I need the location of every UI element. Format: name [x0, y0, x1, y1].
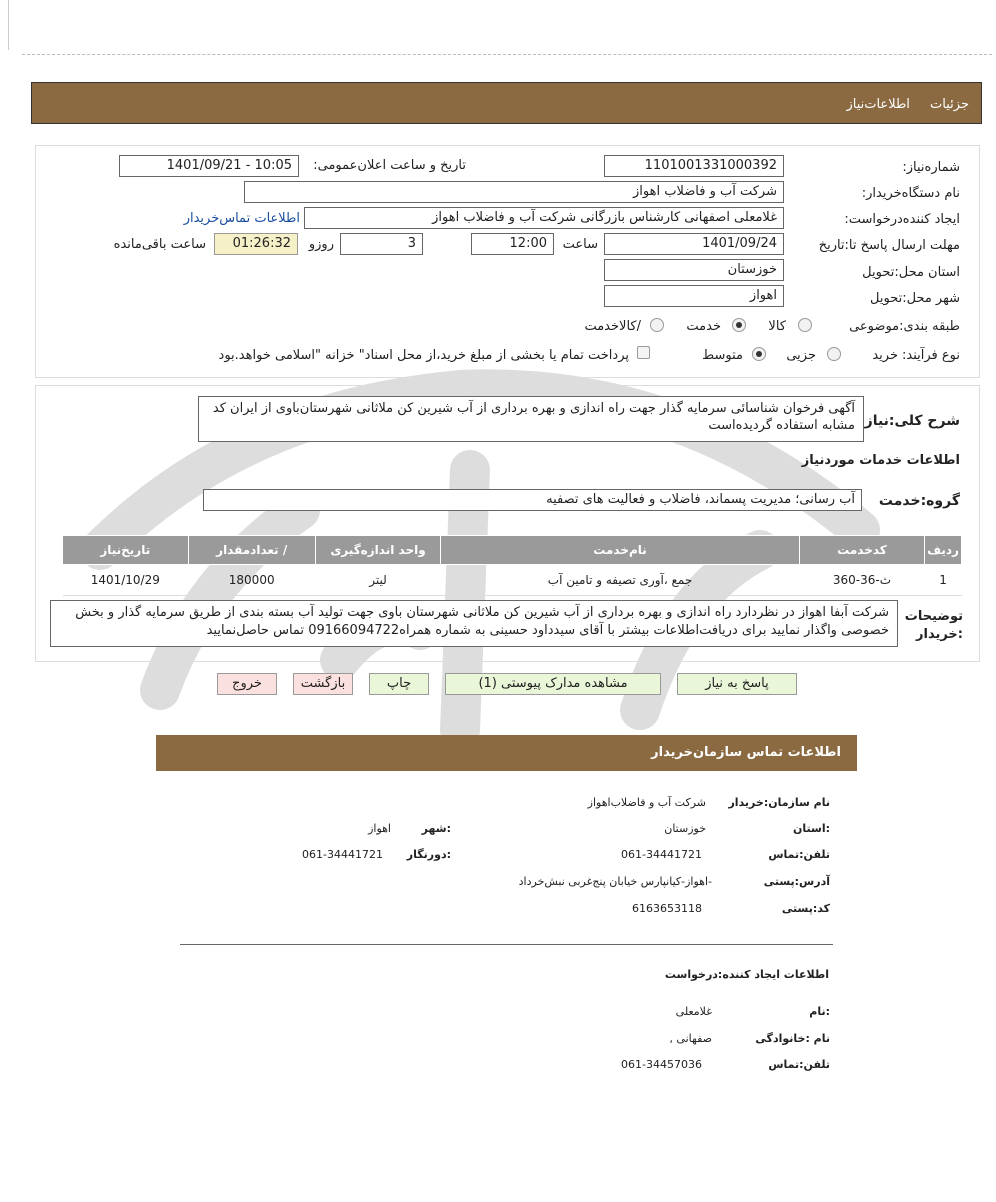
- days-label: روزو: [308, 237, 334, 252]
- left-border-line: [8, 0, 9, 50]
- services-table: [62, 535, 962, 596]
- contact-org-label: نام سازمان‌:خریدار: [728, 796, 830, 809]
- cell-quantity: 180000: [188, 565, 315, 596]
- attachments-button[interactable]: مشاهده مدارک پیوستی (1): [445, 673, 661, 695]
- contact-fax-label: :دورنگار: [406, 848, 451, 861]
- treasury-payment-checkbox[interactable]: [637, 346, 650, 359]
- creator-phone-value: 061-34457036: [621, 1058, 702, 1071]
- tab-details[interactable]: جزئیات: [930, 97, 969, 112]
- top-dotted-divider: [22, 54, 992, 55]
- need-number-field: 1101001331000392: [604, 155, 784, 177]
- exit-button[interactable]: خروج: [217, 673, 277, 695]
- table-row: [63, 565, 962, 596]
- col-quantity: / تعداد‌مقدار: [188, 536, 315, 565]
- buyer-org-field: شرکت آب و فاضلاب اهواز: [244, 181, 784, 203]
- contact-address-label: آدرس‌:پستی: [763, 875, 830, 888]
- contact-divider: [180, 944, 833, 945]
- category-goods-radio[interactable]: [798, 318, 812, 332]
- deadline-label: مهلت ارسال پاسخ تا‌:تاریخ: [818, 238, 960, 253]
- creator-family-value: صفهانی ,: [669, 1032, 712, 1045]
- cell-service-code: ث-36-360: [799, 565, 924, 596]
- province-label: استان محل‌:تحویل: [862, 265, 960, 280]
- process-medium-radio[interactable]: [752, 347, 766, 361]
- need-info-panel: [35, 145, 980, 378]
- summary-text: آگهی فرخوان شناسائی سرمایه گذار جهت راه اندازی و بهره برداری از آب شیرین کن ملاثانی شهرستان‌باوی از ایران کد مشابه استفاده گردیده‌است: [198, 396, 864, 442]
- category-both-label: /کالاخدمت: [584, 319, 641, 334]
- province-field: خوزستان: [604, 259, 784, 281]
- buyer-contact-title: اطلاعات تماس سازمان‌خریدار: [651, 745, 841, 760]
- col-row: ردیف: [925, 536, 962, 565]
- process-minor-label: جزیی: [786, 348, 816, 363]
- category-service-radio[interactable]: [732, 318, 746, 332]
- contact-address-value: -اهواز-کیانپارس خیابان پنج‌غربی نبش‌خرداد: [518, 875, 712, 888]
- buyer-notes-label: توضیحات :خریدار: [904, 609, 963, 642]
- contact-postal-label: کد‌:پستی: [781, 902, 830, 915]
- contact-fax-value: 061-34441721: [302, 848, 383, 861]
- category-goods-label: کالا: [768, 319, 786, 334]
- tab-need-info[interactable]: اطلاعات‌نیاز: [846, 97, 910, 112]
- cell-row: 1: [925, 565, 962, 596]
- summary-label: شرح کلی‌:نیاز: [864, 413, 960, 429]
- category-label: طبقه بندی‌:موضوعی: [849, 319, 960, 334]
- page-header-bar: [31, 82, 982, 124]
- service-group-field: آب رسانی؛ مدیریت پسماند، فاضلاب و فعالیت های تصفیه: [203, 489, 862, 511]
- buyer-notes-text: شرکت آبفا اهواز در نظردارد راه اندازی و بهره برداری از آب شیرین کن ملاثانی شهرستان باوی جهت تولید آب بسته بندی از طریق سرمایه گذار و بخش خصوصی واگذار نمایید برای دریافت‌اطلاعات بیشتر با آقای سیدداود حسینی به شماره همراه09166094722 تماس حاصل‌نمایید: [50, 600, 898, 647]
- creator-family-label: نام :خانوادگی: [755, 1032, 830, 1045]
- services-title: اطلاعات خدمات مورد‌نیاز: [801, 453, 960, 468]
- process-label: نوع فرآیند‌:: [902, 348, 960, 363]
- treasury-payment-label: پرداخت تمام یا بخشی از مبلغ خرید،از محل اسناد" خزانه "اسلامی خواهد.بود: [218, 348, 629, 363]
- creator-phone-label: تلفن‌:تماس: [768, 1058, 830, 1071]
- buyer-org-label: نام دستگاه‌خریدار:: [861, 186, 960, 201]
- remaining-label: ساعت باقی‌مانده: [113, 237, 206, 252]
- days-field: 3: [340, 233, 423, 255]
- service-group-label: گروه‌:خدمت: [878, 493, 960, 509]
- city-label: شهر محل‌:تحویل: [870, 291, 960, 306]
- contact-province-value: خوزستان: [664, 822, 706, 835]
- creator-info-title: اطلاعات ایجاد کننده‌:درخواست: [664, 968, 829, 981]
- creator-name-label: :نام: [809, 1005, 830, 1018]
- col-need-date: تاریخ‌نیاز: [63, 536, 189, 565]
- city-field: اهواز: [604, 285, 784, 307]
- contact-province-label: :استان: [793, 822, 830, 835]
- process-medium-label: متوسط: [702, 348, 743, 363]
- buyer-contact-link[interactable]: اطلاعات تماس‌خریدار: [183, 211, 300, 226]
- col-service-name: نام‌خدمت: [441, 536, 800, 565]
- creator-field: غلامعلی اصفهانی کارشناس بازرگانی شرکت آب و فاضلاب اهواز: [304, 207, 784, 229]
- reply-button[interactable]: پاسخ به نیاز: [677, 673, 797, 695]
- creator-name-value: غلامعلی: [675, 1005, 712, 1018]
- contact-city-label: :شهر: [421, 822, 451, 835]
- deadline-date-field: 1401/09/24: [604, 233, 784, 255]
- category-service-label: خدمت: [686, 319, 721, 334]
- cell-unit: لیتر: [315, 565, 440, 596]
- contact-org-value: شرکت آب و فاضلاب‌اهواز: [587, 796, 706, 809]
- contact-phone-label: تلفن‌:تماس: [768, 848, 830, 861]
- contact-phone-value: 061-34441721: [621, 848, 702, 861]
- buyer-contact-header: [156, 735, 857, 771]
- contact-city-value: اهواز: [368, 822, 391, 835]
- col-unit: واحد اندازه‌گیری: [315, 536, 440, 565]
- col-service-code: کدخدمت: [799, 536, 924, 565]
- process-buy-label: خرید: [872, 348, 898, 363]
- cell-need-date: 1401/10/29: [63, 565, 189, 596]
- deadline-time-label: ساعت: [562, 237, 598, 252]
- announce-datetime-field: 1401/09/21 - 10:05: [119, 155, 299, 177]
- table-header-row: [63, 536, 962, 565]
- remaining-time-field: 01:26:32: [214, 233, 298, 255]
- process-minor-radio[interactable]: [827, 347, 841, 361]
- deadline-time-field: 12:00: [471, 233, 554, 255]
- creator-label: ایجاد کننده‌درخواست:: [844, 212, 960, 227]
- need-number-label: شماره‌نیاز:: [902, 160, 960, 175]
- cell-service-name: جمع ،آوری تصیفه و تامین آب: [441, 565, 800, 596]
- print-button[interactable]: چاپ: [369, 673, 429, 695]
- contact-postal-value: 6163653118: [632, 902, 702, 915]
- announce-label: تاریخ و ساعت اعلان‌عمومی:: [313, 158, 466, 173]
- category-both-radio[interactable]: [650, 318, 664, 332]
- back-button[interactable]: بازگشت: [293, 673, 353, 695]
